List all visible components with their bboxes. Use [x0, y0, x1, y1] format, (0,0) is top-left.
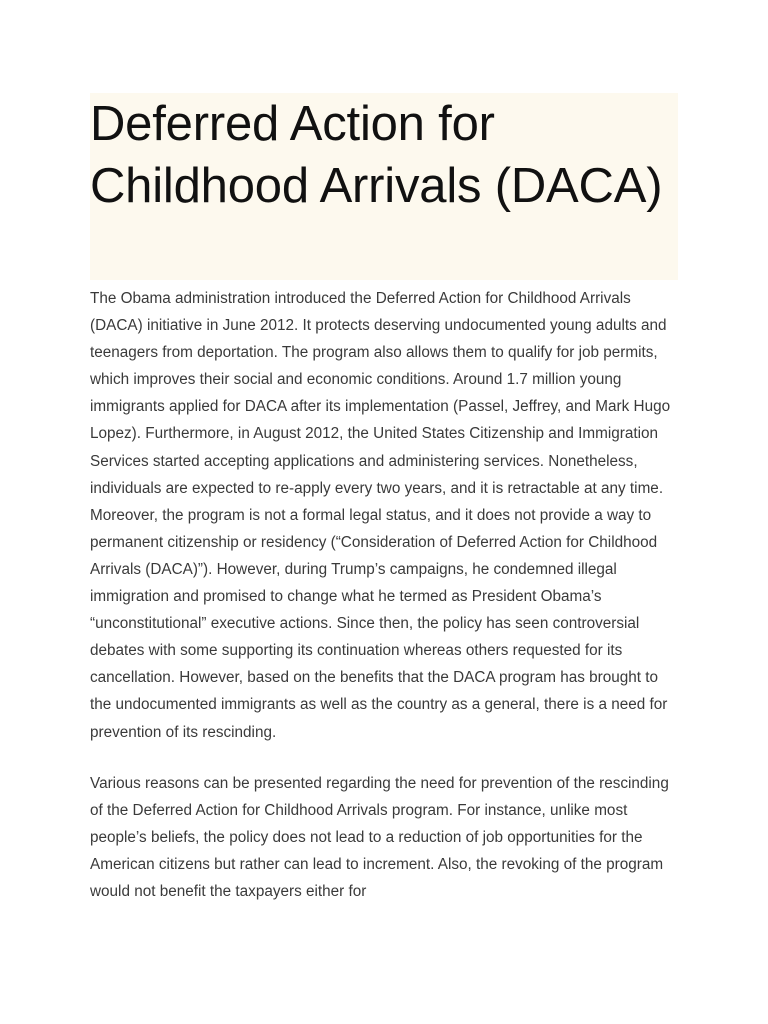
document-body	[90, 285, 680, 929]
body-paragraph-2: Various reasons can be presented regarding the need for prevention of the rescinding of the Deferred Action for Childhood Arrivals program. For instance, unlike most people’s beliefs, the policy does not lead to a reduction of job opportunities for the American citizens but rather can lead to increment. Also, the revoking of the program would not benefit the taxpayers either for	[90, 774, 669, 900]
body-paragraph-1: The Obama administration introduced the Deferred Action for Childhood Arrivals (DACA) initiative in June 2012. It protects deserving undocumented young adults and teenagers from deportation. The program also allows them to qualify for job permits, which improves their social and economic conditions. Around 1.7 million young immigrants applied for DACA after its implementation (Passel, Jeffrey, and Mark Hugo Lopez). Furthermore, in August 2012, the United States Citizenship and Immigration Services started accepting applications and administering services. Nonetheless, individuals are expected to re-apply every two years, and it is retractable at any time. Moreover, the program is not a formal legal status, and it does not provide a way to permanent citizenship or residency (“Consideration of Deferred Action for Childhood Arrivals (DACA)”). However, during Trump’s campaigns, he condemned illegal immigration and promised to change what he termed as President Obama’s “unconstitutional” executive actions. Since then, the policy has seen controversial debates with some supporting its continuation whereas others requested for its cancellation. However, based on the benefits that the DACA program has brought to the undocumented immigrants as well as the country as a general, there is a need for prevention of its rescinding.	[90, 290, 671, 741]
document-title: Deferred Action for Childhood Arrivals (DACA)	[90, 97, 663, 213]
